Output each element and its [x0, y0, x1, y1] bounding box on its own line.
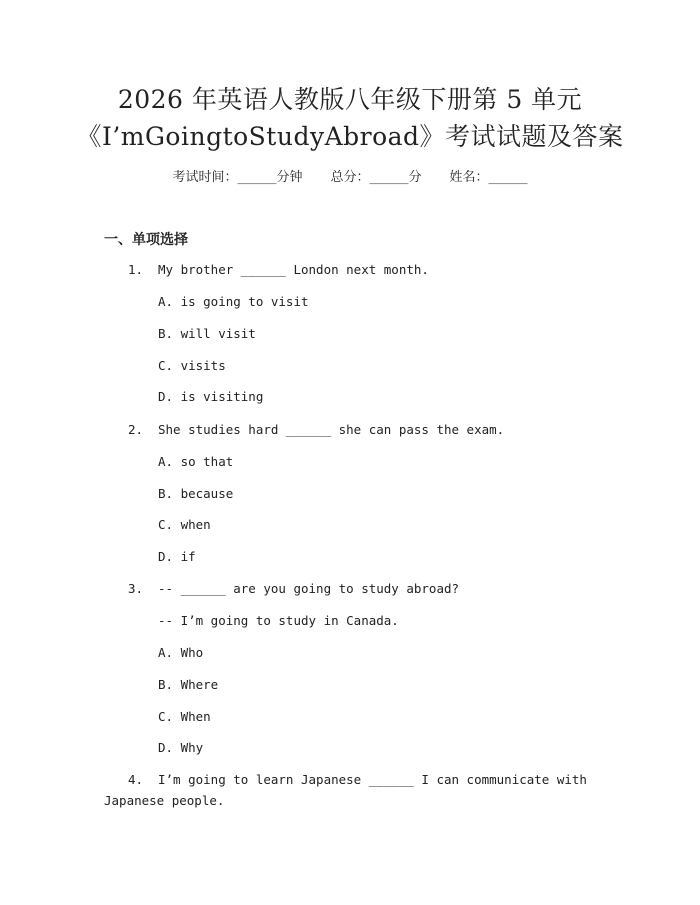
exam-title-line-1: 2026 年英语人教版八年级下册第 5 单元 — [117, 85, 583, 114]
exam-time-field: 考试时间：______分钟 — [172, 170, 303, 185]
answer-option: C. when — [158, 517, 211, 532]
section-heading: 一、单项选择 — [104, 232, 188, 248]
answer-option: A. so that — [158, 454, 234, 469]
answer-option: D. Why — [158, 740, 204, 755]
question-text: She studies hard ______ she can pass the exam. — [158, 422, 505, 437]
question-text: -- ______ are you going to study abroad? — [158, 581, 460, 596]
answer-option: A. is going to visit — [158, 294, 309, 309]
question-number: 2. — [128, 422, 144, 437]
question-dialogue-reply: -- I’m going to study in Canada. — [158, 613, 399, 628]
answer-option: A. Who — [158, 645, 204, 660]
question-number: 1. — [128, 262, 144, 277]
answer-option: C. visits — [158, 358, 226, 373]
answer-option: D. if — [158, 549, 196, 564]
answer-option: B. because — [158, 486, 234, 501]
question-number: 3. — [128, 581, 144, 596]
answer-option: B. Where — [158, 677, 219, 692]
answer-option: B. will visit — [158, 326, 256, 341]
exam-title-line-2: 《I’mGoingtoStudyAbroad》考试试题及答案 — [76, 122, 624, 151]
question-text: I’m going to learn Japanese ______ I can communicate with — [158, 772, 587, 787]
exam-info-line — [0, 169, 700, 187]
total-score-field: 总分：______分 — [330, 170, 422, 185]
answer-option: C. When — [158, 709, 211, 724]
student-name-field: 姓名：______ — [449, 170, 528, 185]
question-text-continuation: Japanese people. — [104, 793, 225, 808]
question-text: My brother ______ London next month. — [158, 262, 429, 277]
answer-option: D. is visiting — [158, 389, 264, 404]
question-number: 4. — [128, 772, 144, 787]
